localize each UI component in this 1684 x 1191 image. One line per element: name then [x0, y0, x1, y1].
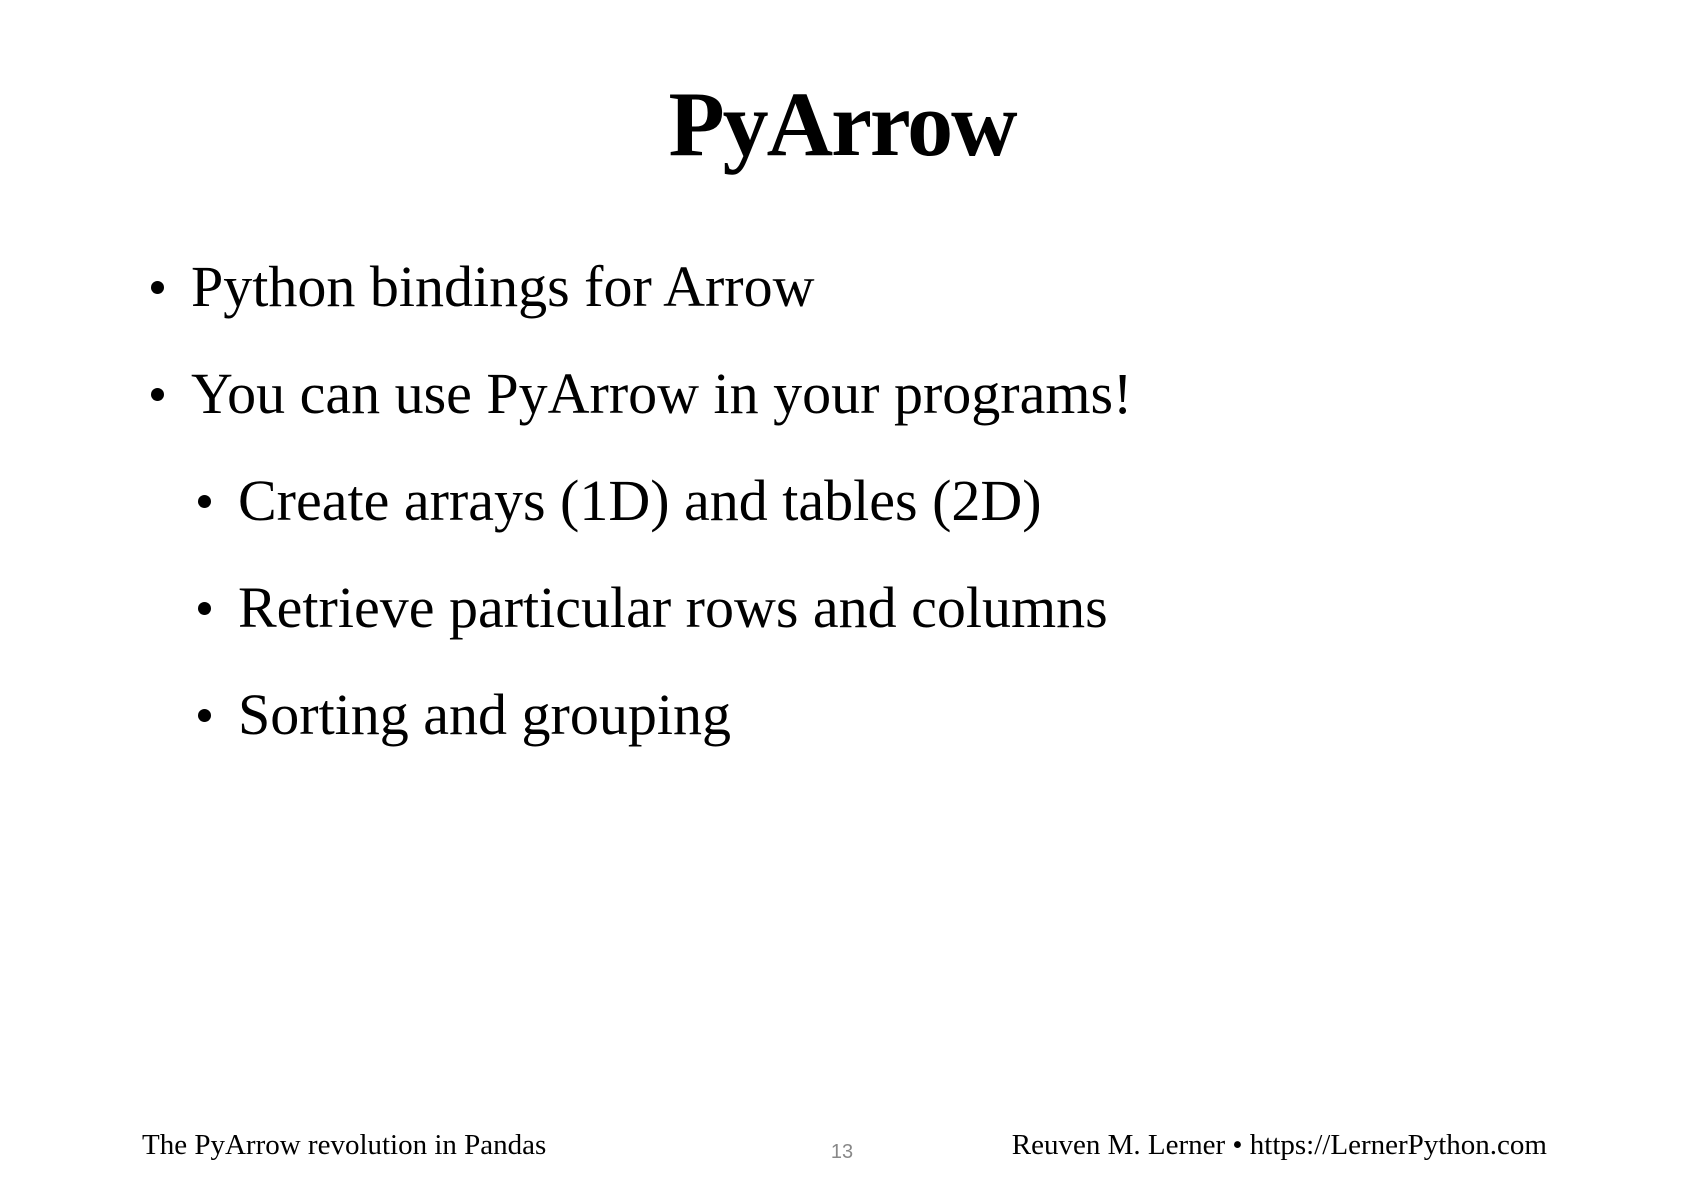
bullet-dot-icon: [198, 602, 211, 615]
footer-page-number: 13: [830, 1141, 854, 1163]
sub-bullet-item: [198, 468, 1042, 533]
slide-title: PyArrow: [668, 73, 1016, 175]
bullet-dot-icon: [151, 281, 164, 294]
footer-author-url: Reuven M. Lerner • https://LernerPython.com: [1011, 1129, 1547, 1161]
bullet-text: Sorting and grouping: [238, 682, 731, 747]
bullet-text: Retrieve particular rows and columns: [238, 575, 1108, 640]
bullet-dot-icon: [198, 709, 211, 722]
bullet-dot-icon: [151, 388, 164, 401]
sub-bullet-item: [198, 682, 731, 747]
bullet-dot-icon: [198, 495, 211, 508]
bullet-item: [151, 254, 815, 319]
bullet-text: You can use PyArrow in your programs!: [191, 361, 1133, 426]
footer-presentation-title: The PyArrow revolution in Pandas: [142, 1129, 547, 1161]
sub-bullet-item: [198, 575, 1108, 640]
bullet-item: [151, 361, 1133, 426]
bullet-text: Python bindings for Arrow: [191, 254, 815, 319]
bullet-text: Create arrays (1D) and tables (2D): [238, 468, 1042, 533]
